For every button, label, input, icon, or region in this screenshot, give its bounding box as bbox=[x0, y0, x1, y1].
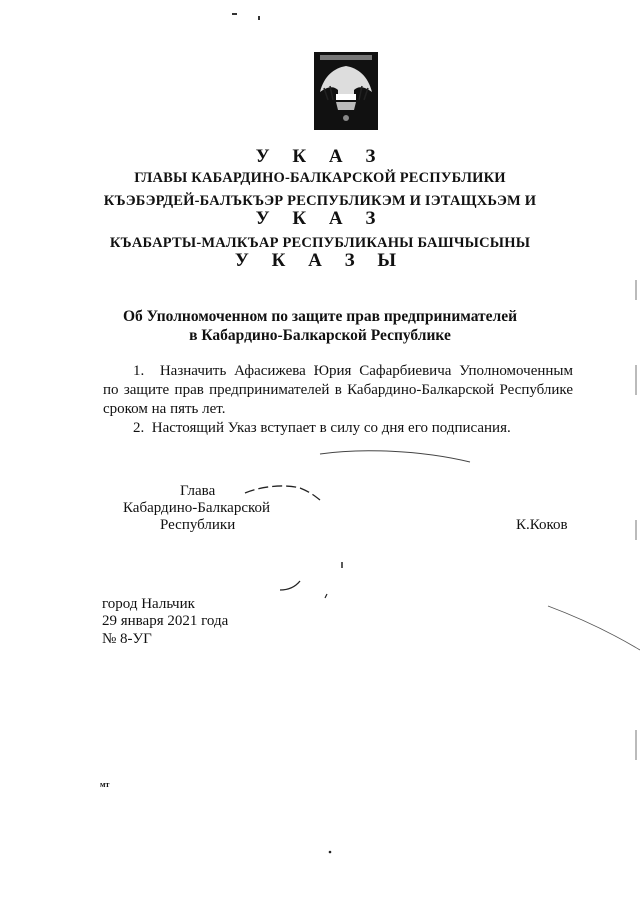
paragraph-line: по защите прав предпринимателей в Кабардино-Балкарской Республике bbox=[103, 382, 573, 398]
header-line-russian: ГЛАВЫ КАБАРДИНО-БАЛКАРСКОЙ РЕСПУБЛИКИ bbox=[134, 170, 506, 186]
paragraph-line: сроком на пять лет. bbox=[103, 401, 226, 417]
signatory-position-line-2: Кабардино-Балкарской bbox=[123, 500, 271, 516]
decree-heading: У К А З bbox=[255, 146, 385, 167]
paragraph-number: 2. bbox=[133, 420, 145, 436]
decree-heading-kabardian: У К А З bbox=[255, 208, 385, 229]
executor-initials: мт bbox=[100, 780, 110, 789]
decree-title-line-1: Об Уполномоченном по защите прав предпринимателей bbox=[122, 308, 518, 325]
signatory-name: К.Коков bbox=[516, 517, 568, 533]
paragraph-line: Назначить Афасижева Юрия Сафарбиевича Уполномоченным bbox=[159, 363, 573, 379]
decree-title-line-2: в Кабардино-Балкарской Республике bbox=[189, 327, 451, 344]
header-line-balkarian: КЪАБАРТЫ-МАЛКЪАР РЕСПУБЛИКАНЫ БАШЧЫСЫНЫ bbox=[109, 235, 531, 251]
paragraph-line: Настоящий Указ вступает в силу со дня его подписания. bbox=[151, 420, 511, 436]
city: город Нальчик bbox=[102, 596, 195, 612]
signatory-position-line-3: Республики bbox=[160, 517, 236, 533]
decree-date: 29 января 2021 года bbox=[102, 613, 229, 629]
paragraph-number: 1. bbox=[133, 363, 145, 379]
decree-number: № 8-УГ bbox=[102, 631, 152, 647]
header-line-kabardian: КЪЭБЭРДЕЙ-БАЛЪКЪЭР РЕСПУБЛИКЭМ И IЭТАЩХЬЭМ И bbox=[103, 193, 537, 209]
decree-heading-balkarian: У К А З Ы bbox=[234, 250, 406, 271]
signatory-position-line-1: Глава bbox=[180, 483, 216, 499]
